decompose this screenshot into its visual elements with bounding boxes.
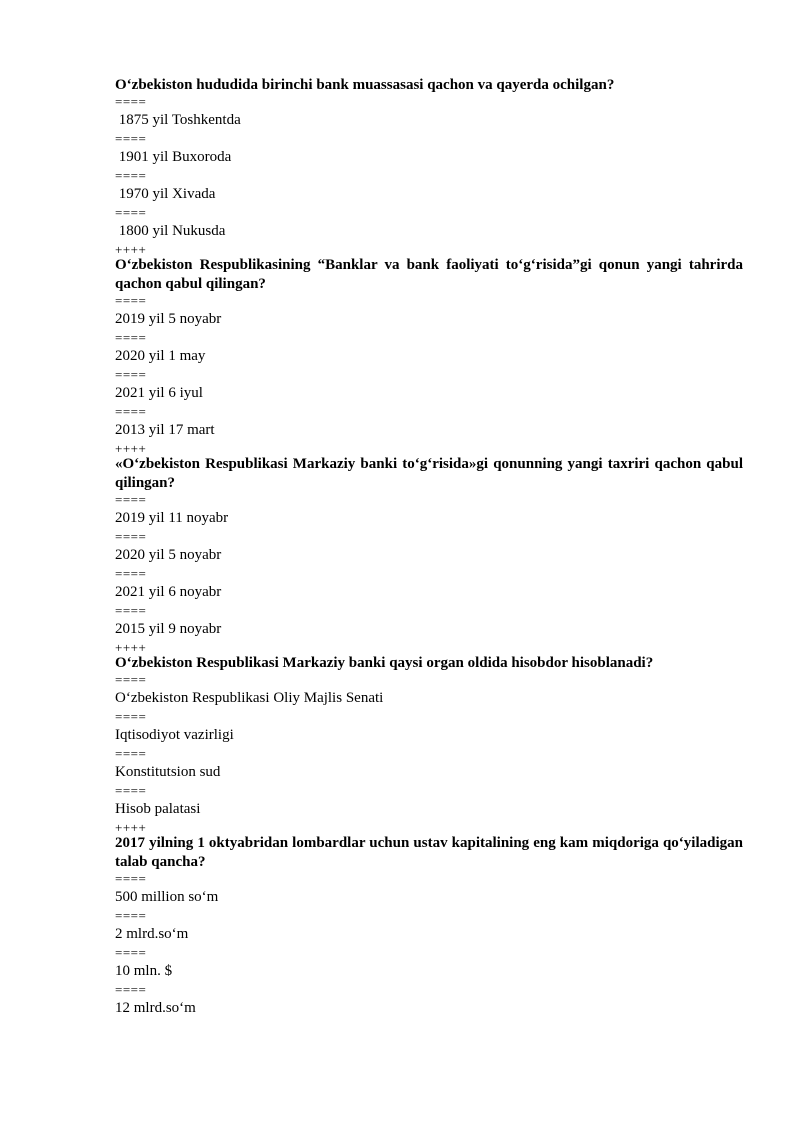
option-separator: ==== (115, 746, 147, 761)
option-separator: ==== (115, 603, 147, 618)
option-separator: ==== (115, 871, 147, 886)
answer-option: Iqtisodiyot vazirligi (115, 727, 234, 743)
question-block (115, 654, 743, 834)
question-end-marker: ++++ (115, 640, 147, 655)
question-text: «O‘zbekiston Respublikasi Markaziy banki to‘g‘risida»gi qonunning yangi taxriri qachon qabul qilingan? (115, 456, 743, 491)
option-separator: ==== (115, 205, 147, 220)
option-separator: ==== (115, 945, 147, 960)
question-block (115, 455, 743, 654)
question-text: 2017 yilning 1 oktyabridan lombardlar uchun ustav kapitalining eng kam miqdoriga qo‘yiladigan talab qancha? (115, 835, 743, 870)
option-separator: ==== (115, 672, 147, 687)
answer-option: O‘zbekiston Respublikasi Oliy Majlis Senati (115, 690, 384, 706)
option-separator: ==== (115, 908, 147, 923)
answer-option: 12 mlrd.so‘m (115, 1000, 196, 1016)
question-block (115, 76, 743, 256)
option-separator: ==== (115, 94, 147, 109)
question-text: O‘zbekiston hududida birinchi bank muassasasi qachon va qayerda ochilgan? (115, 77, 615, 93)
option-separator: ==== (115, 783, 147, 798)
option-separator: ==== (115, 529, 147, 544)
option-separator: ==== (115, 367, 147, 382)
question-end-marker: ++++ (115, 441, 147, 456)
answer-option: 2020 yil 1 may (115, 348, 206, 364)
answer-option: 10 mln. $ (115, 963, 173, 979)
question-block (115, 834, 743, 1020)
answer-option: 2021 yil 6 noyabr (115, 584, 222, 600)
answer-option: 1901 yil Buxoroda (115, 149, 232, 165)
answer-option: Konstitutsion sud (115, 764, 221, 780)
question-end-marker: ++++ (115, 820, 147, 835)
answer-option: 1970 yil Xivada (115, 186, 216, 202)
question-block (115, 256, 743, 455)
answer-option: 2019 yil 5 noyabr (115, 311, 222, 327)
option-separator: ==== (115, 330, 147, 345)
answer-option: 2019 yil 11 noyabr (115, 510, 229, 526)
question-end-marker: ++++ (115, 242, 147, 257)
option-separator: ==== (115, 404, 147, 419)
option-separator: ==== (115, 982, 147, 997)
answer-option: 2015 yil 9 noyabr (115, 621, 222, 637)
answer-option: 1800 yil Nukusda (115, 223, 226, 239)
option-separator: ==== (115, 709, 147, 724)
answer-option: 500 million so‘m (115, 889, 219, 905)
document-page (115, 76, 743, 1020)
answer-option: 2021 yil 6 iyul (115, 385, 203, 401)
option-separator: ==== (115, 566, 147, 581)
question-text: O‘zbekiston Respublikasi Markaziy banki qaysi organ oldida hisobdor hisoblanadi? (115, 655, 654, 671)
option-separator: ==== (115, 492, 147, 507)
option-separator: ==== (115, 131, 147, 146)
answer-option: 2013 yil 17 mart (115, 422, 215, 438)
answer-option: 2020 yil 5 noyabr (115, 547, 222, 563)
option-separator: ==== (115, 168, 147, 183)
answer-option: 2 mlrd.so‘m (115, 926, 189, 942)
option-separator: ==== (115, 293, 147, 308)
answer-option: 1875 yil Toshkentda (115, 112, 241, 128)
question-text: O‘zbekiston Respublikasining “Banklar va bank faoliyati to‘g‘risida”gi qonun yangi tahrirda qachon qabul qilingan? (115, 257, 743, 292)
answer-option: Hisob palatasi (115, 801, 201, 817)
